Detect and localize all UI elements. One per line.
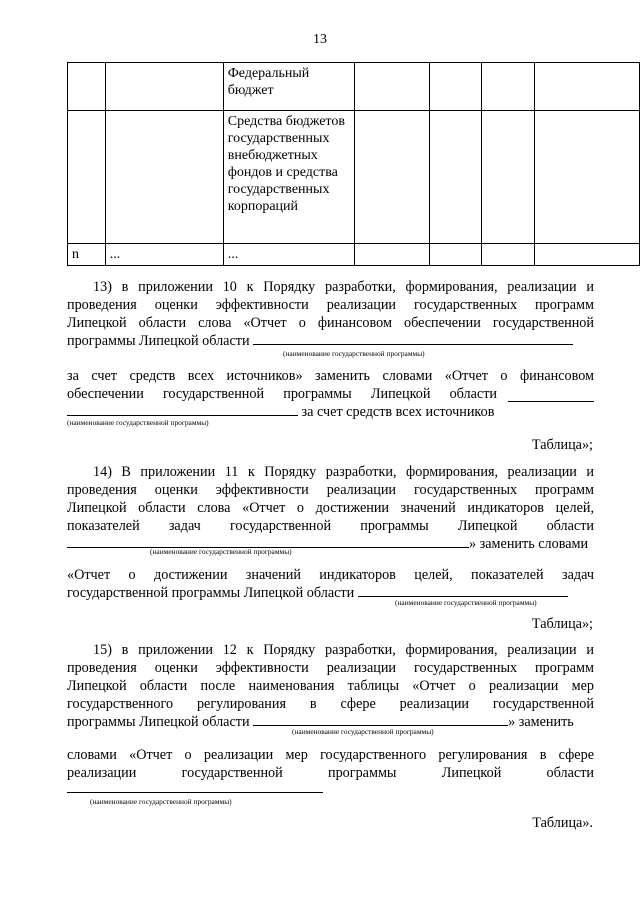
item-14-line: » заменить словами xyxy=(67,535,588,553)
item-15-line: 15) в приложении 12 к Порядку разработки, формирования, реализации и xyxy=(93,642,594,658)
field-caption: (наименование государственной программы) xyxy=(292,727,434,736)
item-15-line: словами «Отчет о реализации мер государственного регулирования в сфере xyxy=(67,747,594,763)
item-14-line: показателей задач государственной программы Липецкой области xyxy=(67,518,594,534)
field-caption: (наименование государственной программы) xyxy=(90,797,232,806)
item-13-line: за счет средств всех источников xyxy=(67,403,494,421)
item-14-line: «Отчет о достижении значений индикаторов целей, показателей задач xyxy=(67,567,594,583)
item-14-line: 14) В приложении 11 к Порядку разработки, формирования, реализации и xyxy=(93,464,594,480)
table-end-label: Таблица». xyxy=(532,815,593,831)
item-14-line: Липецкой области слова «Отчет о достижении значений индикаторов целей, xyxy=(67,500,594,516)
field-caption: (наименование государственной программы) xyxy=(67,418,209,427)
blank-line xyxy=(253,332,573,345)
field-caption: (наименование государственной программы) xyxy=(150,547,292,556)
item-15-line: государственного регулирования в сфере реализации государственной xyxy=(67,696,594,712)
item-15-line: программы Липецкой области » заменить xyxy=(67,714,574,730)
blank-line xyxy=(67,780,323,793)
item-13-line: 13) в приложении 10 к Порядку разработки, формирования, реализации и xyxy=(93,279,594,295)
item-13-line: программы Липецкой области xyxy=(67,332,573,350)
item-13-line: проведения оценки эффективности реализации государственных программ xyxy=(67,297,594,313)
table-end-label: Таблица»; xyxy=(531,437,593,453)
table-row: n ... ... xyxy=(68,244,640,266)
item-13-line: обеспечении государственной программы Липецкой области xyxy=(67,385,594,403)
table-cell-extrabudgetary-funds: Средства бюджетов государственных внебюджетных фондов и средства государственных корпораций xyxy=(223,111,354,244)
item-14-line: проведения оценки эффективности реализации государственных программ xyxy=(67,482,594,498)
blank-line xyxy=(508,389,594,402)
item-15-line: Липецкой области после наименования таблицы «Отчет о реализации мер xyxy=(67,678,594,694)
table-row xyxy=(68,111,640,244)
item-15-line: реализации государственной программы Липецкой области xyxy=(67,765,594,781)
field-caption: (наименование государственной программы) xyxy=(395,598,537,607)
budget-table xyxy=(67,62,640,266)
blank-line xyxy=(67,403,298,416)
item-13-line: за счет средств всех источников» заменить словами «Отчет о финансовом xyxy=(67,368,594,384)
blank-line xyxy=(358,584,568,597)
table-end-label: Таблица»; xyxy=(531,616,593,632)
blank-line xyxy=(253,713,508,726)
item-15-line: проведения оценки эффективности реализации государственных программ xyxy=(67,660,594,676)
field-caption: (наименование государственной программы) xyxy=(283,349,425,358)
item-14-line: государственной программы Липецкой области xyxy=(67,584,568,602)
page-number: 13 xyxy=(313,32,327,47)
item-13-line: Липецкой области слова «Отчет о финансовом обеспечении государственной xyxy=(67,315,594,331)
table-row xyxy=(68,63,640,111)
item-15-line xyxy=(67,780,323,798)
table-cell-federal-budget: Федеральный бюджет xyxy=(223,63,354,111)
